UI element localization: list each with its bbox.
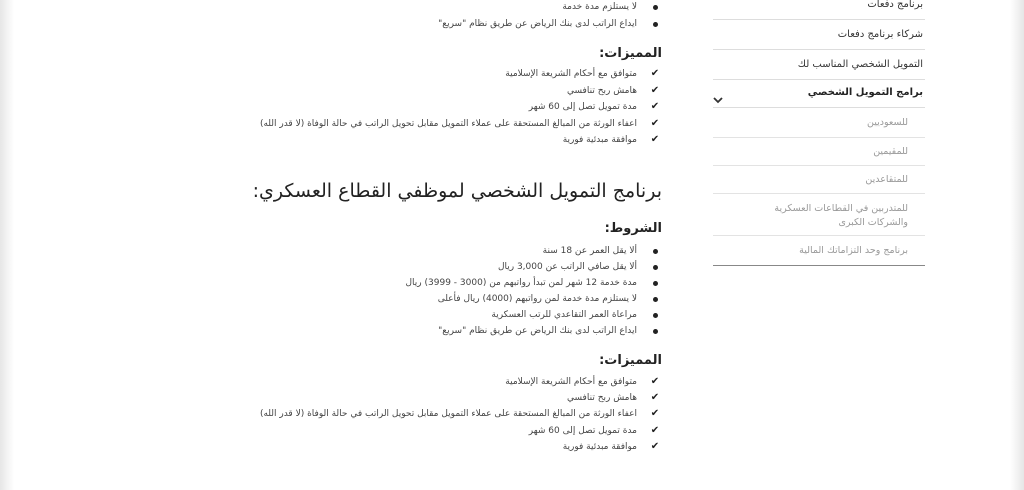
list-item [250, 16, 662, 32]
check-icon: ✔ [650, 85, 660, 96]
sidebar-subitem-unify-obligations[interactable]: برنامج وحد التزاماتك المالية [799, 245, 908, 256]
bullet-icon [653, 5, 658, 10]
check-icon: ✔ [650, 392, 660, 403]
bullet-icon [653, 297, 658, 302]
list-item: ألا يقل صافي الراتب عن 3,000 ريال [250, 259, 662, 275]
check-icon: ✔ [650, 425, 660, 436]
check-icon: ✔ [650, 68, 660, 79]
bullet-icon [653, 249, 658, 254]
list-item: ايداع الراتب لدى بنك الرياض عن طريق نظام "سريع" [250, 323, 662, 339]
sidebar-divider [713, 265, 925, 266]
bullet-icon [653, 281, 658, 286]
list-item: ✔ متوافق مع أحكام الشريعة الإسلامية [250, 66, 662, 82]
left-shadow [0, 0, 14, 490]
sidebar-subitem-trainees[interactable]: للمتدربين في القطاعات العسكرية والشركات الكبرى [713, 194, 925, 236]
check-icon: ✔ [650, 376, 660, 387]
sidebar-subitem-residents[interactable]: للمقيمين [713, 138, 925, 166]
list-item: ألا يقل العمر عن 18 سنة [250, 243, 662, 259]
sidebar-subitem-retirees[interactable]: للمتقاعدين [713, 166, 925, 194]
bullet-icon [653, 265, 658, 270]
sidebar-item-dafaat[interactable]: برنامج دفعات [713, 0, 925, 20]
list-item: ✔ مدة تمويل تصل إلى 60 شهر [250, 423, 662, 439]
list-item-text: ايداع الراتب لدى بنك الرياض عن طريق نظام "سريع" [438, 19, 637, 29]
features-heading: المميزات: [599, 46, 662, 61]
section-title: برنامج التمويل الشخصي لموظفي القطاع العسكري: [252, 180, 662, 202]
list-item-text: لا يستلزم مدة خدمة [562, 2, 637, 12]
list-item: مراعاة العمر التقاعدي للرتب العسكرية [250, 307, 662, 323]
list-item: لا يستلزم مدة خدمة لمن رواتبهم (4000) ريال فأعلى [250, 291, 662, 307]
list-item [250, 0, 662, 15]
list-item: ✔ اعفاء الورثة من المبالغ المستحقة على عملاء التمويل مقابل تحويل الراتب في حالة الوفاة (لا قدر الله) [250, 406, 662, 422]
sidebar-item-suitable-financing[interactable]: التمويل الشخصي المناسب لك [713, 50, 925, 80]
list-item: ✔ متوافق مع أحكام الشريعة الإسلامية [250, 374, 662, 390]
sidebar-subitem-saudis[interactable]: للسعوديين [713, 108, 925, 138]
right-shadow [1010, 0, 1024, 490]
sidebar-item-dafaat-partners[interactable]: شركاء برنامج دفعات [713, 20, 925, 50]
list-item: ✔ هامش ربح تنافسي [250, 83, 662, 99]
bullet-icon [653, 22, 658, 27]
features-heading: المميزات: [599, 353, 662, 368]
sidebar-item-personal-financing[interactable]: برامج التمويل الشخصي [713, 80, 925, 108]
conditions-heading: الشروط: [604, 221, 662, 236]
list-item: ✔ مدة تمويل تصل إلى 60 شهر [250, 99, 662, 115]
list-item: مدة خدمة 12 شهر لمن تبدأ رواتبهم من (3000 - 3999) ريال [250, 275, 662, 291]
check-icon: ✔ [650, 441, 660, 452]
check-icon: ✔ [650, 118, 660, 129]
list-item: ✔ اعفاء الورثة من المبالغ المستحقة على عملاء التمويل مقابل تحويل الراتب في حالة الوفاة (لا قدر الله) [250, 116, 662, 132]
list-item: ✔ موافقة مبدئية فورية [250, 132, 662, 148]
check-icon: ✔ [650, 408, 660, 419]
list-item: ✔ موافقة مبدئية فورية [250, 439, 662, 455]
check-icon: ✔ [650, 101, 660, 112]
check-icon: ✔ [650, 134, 660, 145]
bullet-icon [653, 329, 658, 334]
bullet-icon [653, 313, 658, 318]
list-item: ✔ هامش ربح تنافسي [250, 390, 662, 406]
